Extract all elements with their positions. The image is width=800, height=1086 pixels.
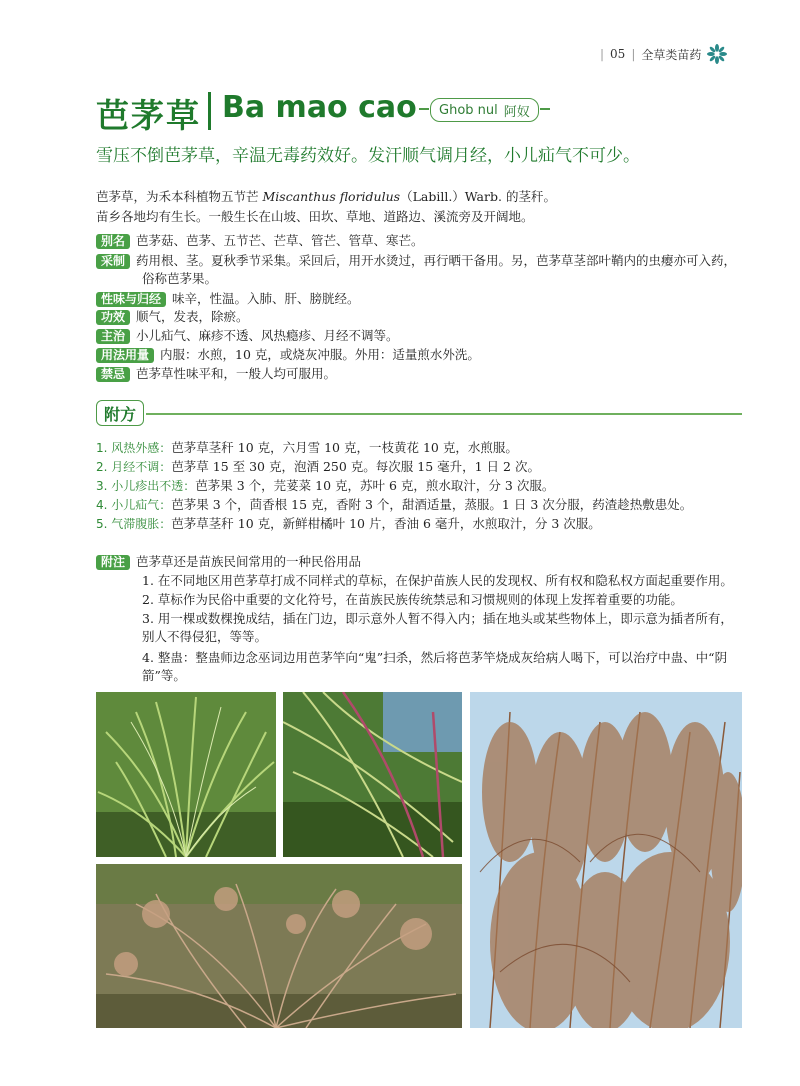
intro-text: 芭茅草，为禾本科植物五节芒 bbox=[96, 189, 263, 204]
tag-label: 功效 bbox=[96, 310, 130, 325]
photo-grass-stems bbox=[283, 692, 462, 857]
field-text: 药用根、茎。夏秋季节采集。采回后，用开水烫过，再行晒干备用。另，芭茅草茎部叶鞘内的虫瘿亦可入药， bbox=[136, 253, 737, 268]
prescription-text: 芭茅果 3 个，茴香根 15 克，香附 3 个，甜酒适量，蒸服。1 日 3 次分服，药渣趁热敷患处。 bbox=[171, 497, 693, 512]
hmong-name-badge bbox=[430, 98, 539, 122]
field-collect-cont: 俗称芭茅果。 bbox=[142, 271, 218, 286]
tag-label: 禁忌 bbox=[96, 367, 130, 382]
prescription-label: 5. 气滞腹胀： bbox=[96, 517, 172, 531]
title-divider bbox=[208, 92, 211, 130]
prescriptions-rule bbox=[146, 413, 742, 415]
field-alias bbox=[96, 232, 424, 250]
prescriptions-title: 附方 bbox=[104, 405, 137, 424]
prescription-text: 芭茅草茎秆 10 克，新鲜柑橘叶 10 片，香油 6 毫升，水煎取汁，分 3 次服。 bbox=[171, 516, 601, 531]
title-pinyin: Ba mao cao bbox=[222, 90, 417, 125]
note-paragraph: 1. 在不同地区用芭茅草打成不同样式的草标，在保护苗族人民的发现权、所有权和隐私权方面起重要作用。 bbox=[142, 573, 733, 588]
field-usage bbox=[96, 346, 480, 364]
field-text: 味辛，性温。入肺、肝、膀胱经。 bbox=[172, 291, 360, 306]
section-name: 全草类苗药 bbox=[641, 47, 702, 62]
page-number: 05 bbox=[610, 47, 626, 61]
field-text: 小儿疝气、麻疹不透、风热瘾疹、月经不调等。 bbox=[136, 328, 399, 343]
field-effect bbox=[96, 308, 249, 326]
note-paragraph: 3. 用一棵或数棵挽成结，插在门边，即示意外人暂不得入内；插在地头或某些物体上，即示意为插者所有， bbox=[142, 611, 733, 626]
prescription-label: 3. 小儿疹出不透： bbox=[96, 479, 196, 493]
prescription-item bbox=[96, 496, 692, 514]
tag-label: 主治 bbox=[96, 329, 130, 344]
prescription-item bbox=[96, 458, 540, 476]
photo-dry-grass bbox=[96, 864, 462, 1028]
tag-label: 用法用量 bbox=[96, 348, 154, 363]
field-collect bbox=[96, 252, 736, 270]
flower-icon bbox=[707, 44, 727, 64]
tag-label: 性味与归经 bbox=[96, 292, 166, 307]
prescription-item bbox=[96, 515, 601, 533]
hmong-name-cn: 阿奴 bbox=[503, 104, 530, 120]
prescription-text: 芭茅草茎秆 10 克，六月雪 10 克，一枝黄花 10 克，水煎服。 bbox=[171, 440, 518, 455]
note-paragraph: 4. 整蛊：整蛊师边念巫词边用芭茅竿向“鬼”扫杀，然后将芭茅竿烧成灰给病人喝下，可以治疗中蛊、中“阴 bbox=[142, 650, 728, 665]
tag-label: 附注 bbox=[96, 555, 130, 570]
prescription-text: 芭茅果 3 个，芫荽菜 10 克，苏叶 6 克，煎水取汁，分 3 次服。 bbox=[195, 478, 555, 493]
header-divider: | bbox=[600, 47, 605, 61]
prescription-text: 芭茅草 15 至 30 克，泡酒 250 克。每次服 15 毫升，1 日 2 次。 bbox=[171, 459, 540, 474]
photo-plumes-sky bbox=[470, 692, 742, 1028]
photo-grass-clump bbox=[96, 692, 276, 857]
running-header bbox=[600, 44, 727, 64]
slogan: 雪压不倒芭茅草，辛温无毒药效好。发汗顺气调月经，小儿疝气不可少。 bbox=[96, 146, 640, 166]
intro-text: （Labill.）Warb. 的茎秆。 bbox=[400, 189, 556, 204]
latin-name: Miscanthus floridulus bbox=[262, 189, 401, 204]
intro-line-1 bbox=[96, 188, 556, 206]
hmong-name: Ghob nul bbox=[439, 102, 498, 118]
prescription-label: 2. 月经不调： bbox=[96, 460, 172, 474]
field-indication bbox=[96, 327, 399, 345]
tag-label: 别名 bbox=[96, 234, 130, 249]
note-paragraph-cont: 别人不得侵犯，等等。 bbox=[142, 629, 268, 644]
title-chinese: 芭茅草 bbox=[96, 96, 201, 135]
prescription-item bbox=[96, 439, 518, 457]
prescription-label: 4. 小儿疝气： bbox=[96, 498, 172, 512]
field-taboo bbox=[96, 365, 336, 383]
field-text: 顺气，发表，除瘀。 bbox=[136, 309, 249, 324]
intro-line-2: 苗乡各地均有生长。一般生长在山坡、田坎、草地、道路边、溪流旁及开阔地。 bbox=[96, 209, 534, 224]
note-paragraph: 2. 草标作为民俗中重要的文化符号，在苗族民族传统禁忌和习惯规则的体现上发挥着重要的功能。 bbox=[142, 592, 683, 607]
header-divider: | bbox=[631, 47, 636, 61]
field-text: 内服：水煎，10 克，或烧灰冲服。外用：适量煎水外洗。 bbox=[160, 347, 480, 362]
prescription-label: 1. 风热外感： bbox=[96, 441, 172, 455]
field-text: 芭茅菇、芭茅、五节芒、芒草、管芒、管草、寒芒。 bbox=[136, 233, 424, 248]
field-nature bbox=[96, 290, 360, 308]
note-heading: 芭茅草还是苗族民间常用的一种民俗用品 bbox=[136, 554, 362, 569]
note-heading-line bbox=[96, 553, 361, 571]
tag-label: 采制 bbox=[96, 254, 130, 269]
note-paragraph-cont: 箭”等。 bbox=[142, 668, 186, 683]
prescription-item bbox=[96, 477, 554, 495]
field-text: 芭茅草性味平和，一般人均可服用。 bbox=[136, 366, 337, 381]
